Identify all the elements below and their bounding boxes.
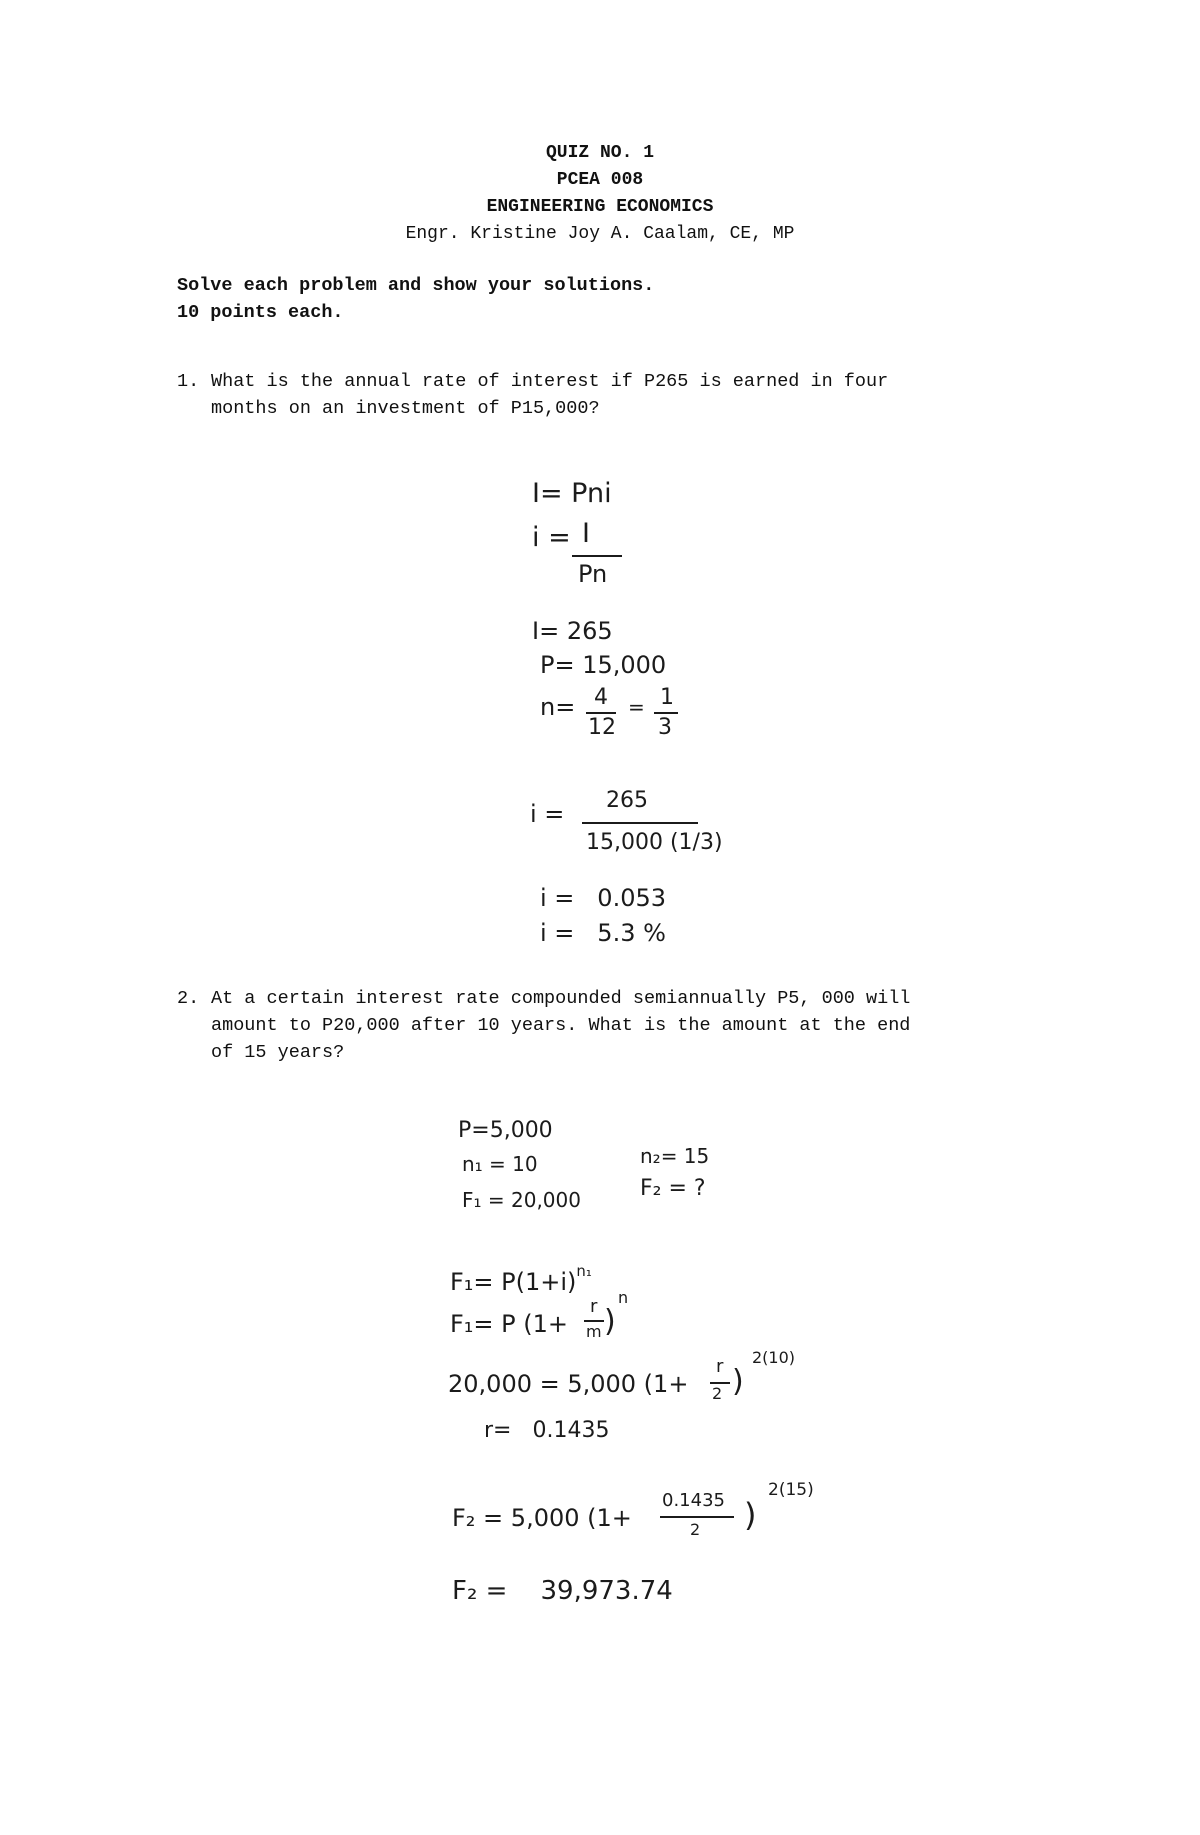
p2-equation-4-frac-bar xyxy=(660,1516,734,1518)
p1-formula-rate-numerator: I xyxy=(582,518,590,549)
problem-2-text-line-3: of 15 years? xyxy=(211,1042,345,1063)
course-name: ENGINEERING ECONOMICS xyxy=(486,197,714,217)
p2-given-f2: F₂ = ? xyxy=(640,1176,706,1201)
p1-given-n-bar-1 xyxy=(586,712,616,714)
p1-calc-numerator: 265 xyxy=(606,788,648,813)
p1-given-interest: I= 265 xyxy=(532,617,613,645)
p2-equation-4-left: F₂ = 5,000 (1+ xyxy=(452,1504,632,1532)
p1-formula-rate-lhs: i = xyxy=(532,522,571,553)
p2-equation-2-right: ) xyxy=(604,1304,616,1339)
p2-given-n2: n₂= 15 xyxy=(640,1144,710,1168)
p2-equation-4-right: ) xyxy=(744,1496,757,1534)
p2-equation-3-exponent: 2(10) xyxy=(752,1348,796,1367)
p2-equation-2-left: F₁= P (1+ xyxy=(450,1310,569,1338)
p1-result-decimal: i = 0.053 xyxy=(540,884,666,912)
p1-result-percent: i = 5.3 % xyxy=(540,919,666,947)
course-code: PCEA 008 xyxy=(556,170,644,190)
p1-given-n-num-2: 1 xyxy=(660,685,674,710)
p2-given-f1: F₁ = 20,000 xyxy=(462,1188,581,1212)
p2-equation-2-frac-den: m xyxy=(586,1322,602,1341)
quiz-title: QUIZ NO. 1 xyxy=(545,143,655,163)
p2-final-answer: F₂ = 39,973.74 xyxy=(452,1576,673,1606)
instructions-line-1: Solve each problem and show your solutions. xyxy=(177,275,655,296)
p2-equation-2-frac-num: r xyxy=(590,1296,598,1317)
p2-equation-3-frac-den: 2 xyxy=(712,1384,723,1403)
p1-given-n-bar-2 xyxy=(654,712,678,714)
p2-equation-3-left: 20,000 = 5,000 (1+ xyxy=(448,1370,689,1398)
p2-equation-4-exponent: 2(15) xyxy=(768,1480,814,1500)
p2-equation-2-exponent: n xyxy=(618,1288,629,1307)
p1-given-n-equals: = xyxy=(628,695,645,719)
p2-equation-1: $F_1= P(1+i)^{n_1}$ xyxy=(450,1262,592,1296)
problem-1-number: 1. xyxy=(177,371,200,392)
p2-given-n1: n₁ = 10 xyxy=(462,1152,538,1176)
p1-formula-rate-fraction-bar xyxy=(572,555,622,557)
p2-equation-4-frac-num: 0.1435 xyxy=(662,1490,725,1511)
instructions-line-2: 10 points each. xyxy=(177,302,344,323)
problem-2-number: 2. xyxy=(177,988,200,1009)
p1-calc-denominator: 15,000 (1/3) xyxy=(586,830,723,855)
p1-calc-lhs: i = xyxy=(530,800,565,828)
p1-given-n-num-1: 4 xyxy=(594,685,608,710)
p2-equation-3-right: ) xyxy=(732,1364,744,1399)
p2-equation-1-exponent: n₁ xyxy=(576,1262,592,1280)
problem-1-text-line-1: What is the annual rate of interest if P265 is earned in four xyxy=(211,371,889,392)
problem-2-text-line-2: amount to P20,000 after 10 years. What is the amount at the end xyxy=(211,1015,911,1036)
p1-given-n-den-2: 3 xyxy=(658,715,672,740)
p1-calc-fraction-bar xyxy=(582,822,698,824)
p2-equation-4-frac-den: 2 xyxy=(690,1520,701,1539)
p1-given-principal: P= 15,000 xyxy=(540,651,667,679)
p1-formula-interest: I= Pni xyxy=(532,478,612,509)
problem-1-text-line-2: months on an investment of P15,000? xyxy=(211,398,600,419)
p1-formula-rate-denominator: Pn xyxy=(578,560,608,588)
problem-2-text-line-1: At a certain interest rate compounded semiannually P5, 000 will xyxy=(211,988,911,1009)
p2-rate-value: r= 0.1435 xyxy=(484,1418,610,1443)
p1-given-n-den-1: 12 xyxy=(588,715,616,740)
p2-given-principal: P=5,000 xyxy=(458,1118,553,1143)
p2-equation-3-frac-num: r xyxy=(716,1356,724,1377)
instructor-name: Engr. Kristine Joy A. Caalam, CE, MP xyxy=(405,224,795,244)
p1-given-n-lhs: n= xyxy=(540,693,576,721)
